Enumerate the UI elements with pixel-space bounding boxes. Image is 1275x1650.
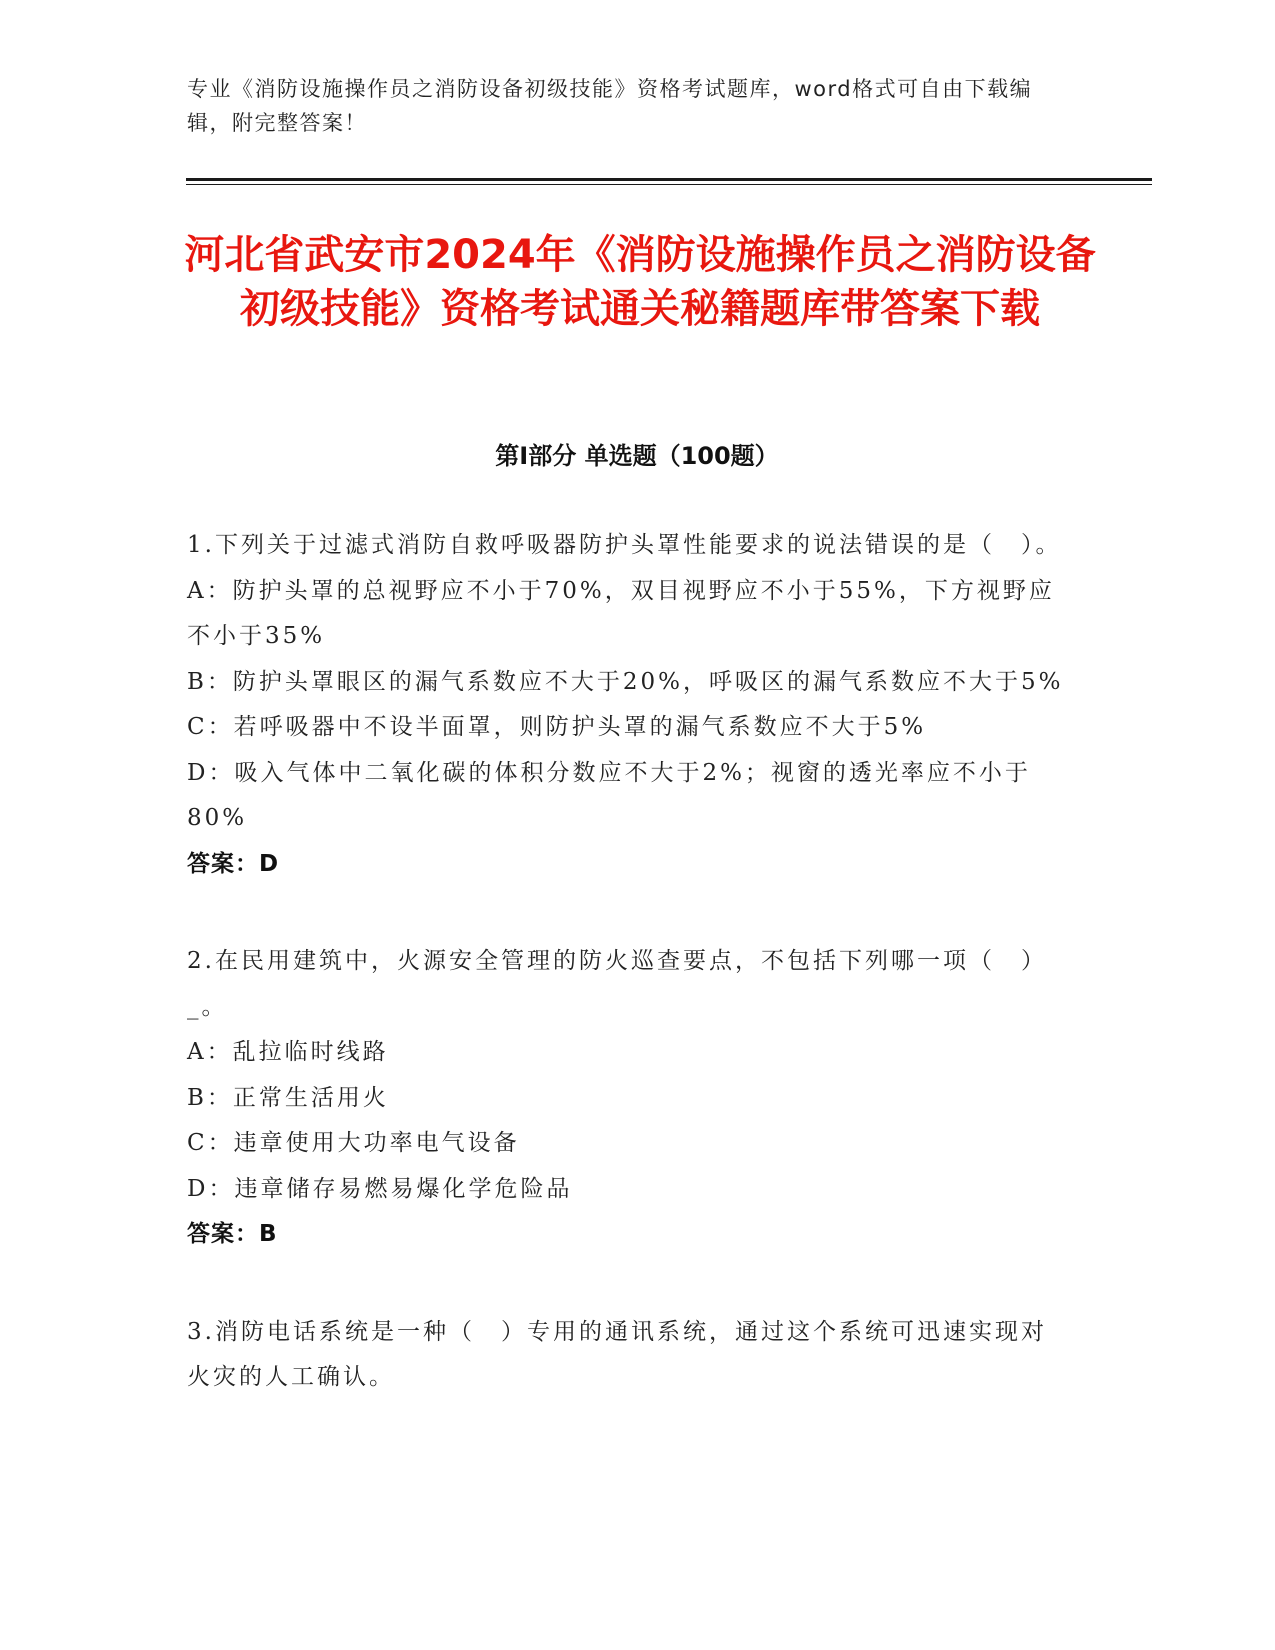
question-1 [187,523,1067,887]
question-2 [187,939,1067,1258]
question-list [187,523,1067,1453]
section-title: 第I部分 单选题（100题） [495,442,779,470]
option-a: A：防护头罩的总视野应不小于70%，双目视野应不小于55%，下方视野应不小于35% [187,577,1055,649]
question-stem: 3.消防电话系统是一种（ ）专用的通讯系统，通过这个系统可迅速实现对火灾的人工确认。 [187,1318,1047,1390]
option-d: D：违章储存易燃易爆化学危险品 [187,1175,573,1202]
option-b: B：正常生活用火 [187,1084,389,1111]
question-stem: 2.在民用建筑中，火源安全管理的防火巡查要点，不包括下列哪一项（ ）_。 [187,948,1047,1020]
option-b: B：防护头罩眼区的漏气系数应不大于20%，呼吸区的漏气系数应不大于5% [187,668,1064,695]
option-d: D：吸入气体中二氧化碳的体积分数应不大于2%；视窗的透光率应不小于80% [187,759,1031,831]
question-answer: 答案：B [187,1221,278,1247]
option-c: C：若呼吸器中不设半面罩，则防护头罩的漏气系数应不大于5% [187,714,927,740]
question-stem: 1.下列关于过滤式消防自救呼吸器防护头罩性能要求的说法错误的是（ ）。 [187,532,1062,558]
document-title: 河北省武安市2024年《消防设施操作员之消防设备初级技能》资格考试通关秘籍题库带答案下载 [184,232,1096,332]
option-c: C：违章使用大功率电气设备 [187,1130,520,1156]
option-a: A：乱拉临时线路 [187,1039,389,1065]
header-rule-thick [186,178,1152,181]
header-note: 专业《消防设施操作员之消防设备初级技能》资格考试题库，word格式可自由下载编辑，附完整答案！ [187,77,1033,135]
question-answer: 答案：D [187,850,280,877]
question-3 [187,1310,1067,1401]
header-rule-thin [186,184,1152,185]
